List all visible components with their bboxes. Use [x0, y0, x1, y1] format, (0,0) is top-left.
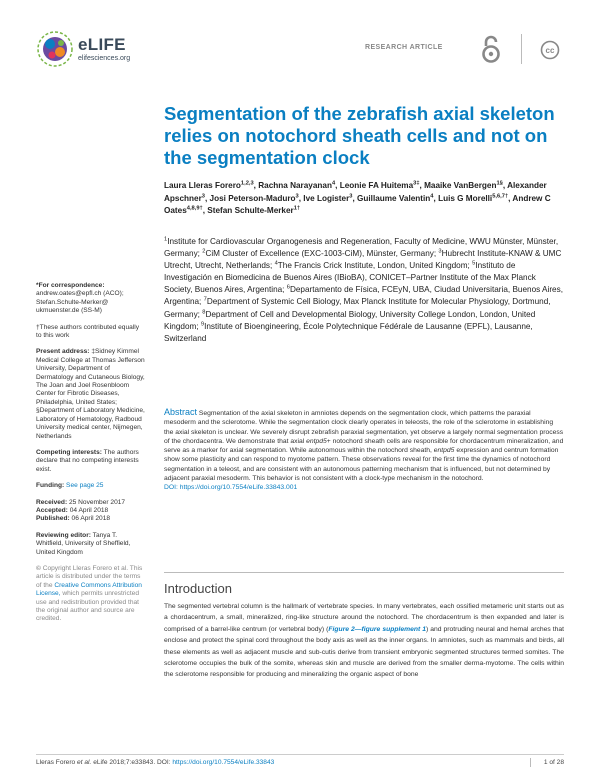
introduction-heading: Introduction [164, 581, 232, 596]
abstract-text-1: Segmentation of the axial skeleton in amniotes depends on the segmentation clock, which patterns the paraxial mesoderm and the sclerotome. While the segmentation clock clearly operates in teleosts, the role of the sclerotome in establishing the axial skeleton is unclear. We severely disrupt zebrafish paraxial segmentation, yet observe a largely normal segmentation process of the chordacentra. We demonstrate that axial [164, 410, 564, 445]
license-rest: which permits unrestricted use and redistribution provided that the original author and source are credited. [36, 590, 140, 623]
article-title: Segmentation of the zebrafish axial skeleton relies on notochord sheath cells and not on the segmentation clock [164, 103, 555, 168]
abstract [164, 408, 564, 493]
intro-text-1: The segmented vertebral column is the hallmark of vertebrate species. In many vertebrates, each ossified metameric unit starts out as a chordacentrum, a small, mineralized, ring-like structure around the notochord. The chordacentrum is then expanded and later is comprised of a barrel-like centrum (or vertebral body) ( [164, 603, 564, 633]
reviewing-editor [36, 532, 146, 557]
author-affiliation-sup: 5,6,7† [492, 192, 509, 199]
footer-citation-rest: eLife 2018;7:e33843. [91, 759, 156, 766]
article-type: RESEARCH ARTICLE [365, 44, 443, 51]
equal-contribution-note: †These authors contributed equally to this work [36, 323, 140, 340]
accepted-value: 04 April 2018 [67, 506, 109, 514]
author[interactable] [210, 194, 299, 203]
header-divider [521, 34, 522, 64]
author-affiliation-sup: 3 [295, 192, 299, 199]
affiliation-text: Departamento de Física, FCEyN, UBA, Ciudad Universitaria, Buenos Aires, Argentina; [164, 285, 563, 307]
license [36, 565, 146, 624]
affiliation-number: 5 [472, 260, 476, 267]
footer-citation-authors: Lleras Forero [36, 759, 76, 766]
author-name: Ive Logister [303, 193, 350, 203]
author-affiliation-sup: 1§ [496, 180, 503, 187]
affiliation-number: 1 [164, 236, 168, 243]
correspondence [36, 282, 146, 316]
present-address-text: ‡Sidney Kimmel Medical College at Thomas Jefferson University, Department of Dermatology and Cutaneous Biology, The Joan and Joel Rosenbloom Center for Fibrotic Diseases, Philadelphia, United States; §Department of Laboratory Medicine, Laboratory of Hematology, Radboud University medical center, Nijmegen, Netherlands [36, 348, 145, 440]
author-name: Laura Lleras Forero [164, 181, 241, 190]
affiliation-text: Institute for Cardiovascular Organogenesis and Regeneration, Faculty of Medicine, WWU Münster, Münster, Germany; [164, 237, 559, 259]
abstract-gene-2: entpd5 [433, 447, 455, 455]
author-list: Laura Lleras Forero$^{1,2,3}$, Rachna Narayanan$^4$, Leonie FA Huitema$^{3\ddagger}$, Maaike VanBergen$^{1\S}$, Alexander Apschner$^3$, Josi Peterson-Maduro$^3$, Ive Logister$^3$, Guillaume Valentin$^4$, Luis G Morelli$^{5,6,7\dagger}$, Andrew C Oates$^{4,8,9\dagger}$, Stefan Schulte-Merker$^{1\dagger}$ [164, 180, 551, 215]
author-name: Josi Peterson-Maduro [209, 193, 296, 203]
reviewing-editor-text: Tanya T. Whitfield, University of Sheffield, United Kingdom [36, 531, 131, 556]
received-value: 25 November 2017 [67, 498, 126, 506]
logo-name: eLIFE [78, 34, 126, 54]
author-name: Leonie FA Huitema [339, 181, 414, 190]
author-name: Andrew C Oates [164, 193, 551, 215]
received-date [36, 499, 146, 507]
competing-interests-label: Competing interests: [36, 448, 102, 456]
competing-interests-text: The authors declare that no competing interests exist. [36, 448, 139, 473]
affiliation-text: Department of Systemic Cell Biology, Max Planck Institute for Molecular Physiology, Dortmund, Germany; [164, 297, 551, 319]
correspondence-label: *For correspondence: [36, 282, 105, 289]
author-name: Stefan Schulte-Merker [207, 206, 294, 215]
svg-text:cc: cc [545, 46, 555, 56]
present-address-label: Present address: [36, 348, 90, 356]
author-affiliation-sup: 1† [293, 205, 301, 212]
author-affiliation-sup: 4,8,9† [186, 205, 203, 212]
page-header [0, 0, 600, 90]
article-sidebar [36, 282, 146, 632]
affiliations [164, 236, 564, 345]
affiliation-text: CiM Cluster of Excellence (EXC-1003-CiM), Münster, Germany; [205, 249, 439, 259]
author-affiliation-sup: 3 [349, 192, 353, 199]
author[interactable] [424, 181, 503, 190]
logo-site: elifesciences.org [78, 54, 131, 62]
footer-doi-label: DOI: [155, 759, 173, 766]
affiliation-text: Institute of Bioengineering, École Polytechnique Fédérale de Lausanne (EPFL), Lausanne, Switzerland [164, 321, 533, 343]
author-affiliation-sup: 3 [201, 192, 205, 199]
published-label: Published: [36, 515, 70, 523]
author-name: Guillaume Valentin [357, 193, 431, 203]
author[interactable] [258, 181, 335, 190]
footer-citation-etal: et al. [75, 759, 92, 766]
affiliation-number: 8 [202, 308, 206, 315]
elife-logo[interactable] [36, 30, 130, 68]
affiliation-text: Instituto de Investigación en Biomedicina de Buenos Aires (IBioBA), CONICET–Partner Institute of the Max Planck Society, Buenos Aires, Argentina; [164, 261, 536, 295]
correspondence-emails[interactable]: andrew.oates@epfl.ch (ACO); Stefan.Schulte-Merker@ ukmuenster.de (SS-M) [36, 290, 124, 315]
dates [36, 499, 146, 524]
license-link[interactable]: Creative Commons Attribution License, [36, 581, 142, 598]
affiliation-number: 3 [438, 248, 442, 255]
author-name: Rachna Narayanan [258, 181, 332, 190]
creative-commons-icon[interactable] [540, 40, 560, 60]
funding-label: Funding: [36, 482, 65, 490]
affiliation-number: 7 [203, 296, 207, 303]
author[interactable] [357, 194, 433, 203]
intro-text-2: ) and protruding neural and hemal arches that enclose and protect the spinal cord throughout the body axis as well as the inner organs. In amniotes, such as mammals and birds, all these elements as well as adjacent muscle and sub-cutis derive from transient embryonic segmented structures termed somites. The sclerotome occupies the bulk of the somite, whereas skin and muscle are derived from the smaller derma-myotome. The cells within the sclerotome responsible for producing and mineralizing the organic aspect of bone [164, 625, 564, 679]
figure-reference-link[interactable]: Figure 2—figure supplement 1 [328, 625, 426, 633]
abstract-gene-1: entpd5 [306, 437, 327, 445]
author-affiliation-sup: 4 [331, 180, 336, 187]
footer-page-divider [530, 758, 531, 767]
affiliation-number: 6 [286, 284, 290, 291]
page-number: 1 of 28 [543, 759, 564, 766]
author[interactable] [303, 194, 352, 203]
footer-citation [36, 759, 274, 766]
author-affiliation-sup: 4 [430, 192, 434, 199]
accepted-date [36, 507, 146, 515]
affiliation-text: Hubrecht Institute-KNAW & UMC Utrecht, Utrecht, Netherlands; [164, 249, 562, 271]
author-affiliation-sup: 1,2,3 [240, 180, 254, 187]
license-copyright: Copyright Lleras Forero et al. This article is distributed under the terms of the [36, 564, 143, 589]
published-value: 06 April 2018 [69, 515, 111, 523]
footer-divider [36, 754, 564, 755]
funding [36, 482, 146, 490]
abstract-doi[interactable]: DOI: https://doi.org/10.7554/eLife.33843.001 [164, 484, 298, 492]
funding-link[interactable]: See page 25 [66, 482, 104, 490]
affiliation-text: Department of Cell and Developmental Biology, University College London, London, United Kingdom; [164, 309, 536, 331]
affiliation-text: The Francis Crick Institute, London, United Kingdom; [277, 261, 473, 271]
abstract-text-2: + notochord sheath cells are responsible for chordacentrum mineralization, and serve as a marker for axial segmentation. While autonomous within the notochord sheath, [164, 437, 564, 455]
present-address [36, 348, 146, 440]
author[interactable] [164, 181, 254, 190]
published-date [36, 515, 146, 523]
author-name: Luis G Morelli [438, 193, 493, 203]
abstract-label: Abstract [164, 407, 198, 417]
copyright-icon: © [36, 564, 41, 572]
footer-doi-link[interactable]: https://doi.org/10.7554/eLife.33843 [172, 759, 275, 766]
accepted-label: Accepted: [36, 506, 68, 514]
competing-interests [36, 449, 146, 474]
author[interactable] [438, 194, 508, 203]
author[interactable] [207, 206, 300, 215]
abstract-divider [164, 572, 564, 573]
introduction-text [164, 601, 564, 681]
author[interactable] [340, 181, 420, 190]
author-name: Alexander Apschner [164, 181, 547, 203]
reviewing-editor-label: Reviewing editor: [36, 531, 91, 539]
affiliation-number: 4 [274, 260, 278, 267]
abstract-text-3: expression and centrum formation show some plasticity and can respond to myotome pattern. These observations reveal for the first time the dynamics of notochord segmentation in a teleost, and are consistent with an autonomous patterning mechanism that is influenced, but not determined by adjacent paraxial mesoderm. This behavior is not consistent with a clock-type mechanism in the notochord. [164, 447, 559, 483]
author-affiliation-sup: 3‡ [413, 180, 420, 187]
affiliation-number: 2 [202, 248, 206, 255]
author-name: Maaike VanBergen [424, 181, 497, 190]
received-label: Received: [36, 498, 68, 506]
elife-logo-icon [36, 30, 74, 68]
open-access-icon[interactable] [480, 34, 502, 64]
affiliation-number: 9 [200, 320, 205, 327]
